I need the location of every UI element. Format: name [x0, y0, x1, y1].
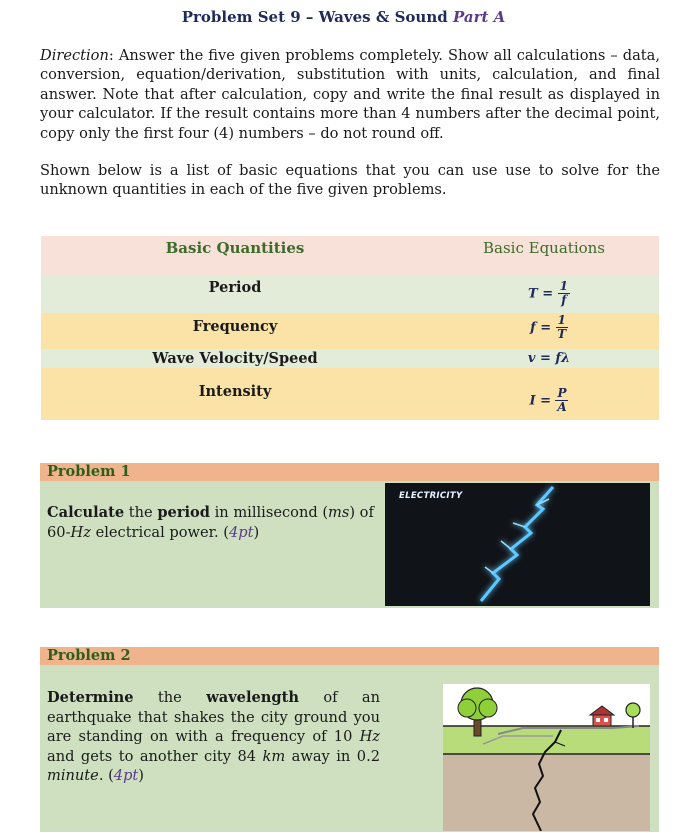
equation-frequency [429, 313, 659, 349]
title-main: Problem Set 9 – Waves & Sound [181, 8, 448, 26]
equation-period [429, 276, 659, 313]
table-row [41, 276, 659, 313]
eq-fraction [555, 387, 568, 414]
equation-wave-velocity: v = fλ [527, 351, 571, 366]
eq-denominator: A [557, 400, 567, 414]
eq-lhs: f = [530, 320, 552, 336]
eq-fraction [556, 314, 568, 341]
page-title [0, 8, 687, 26]
quantity-frequency: Frequency [192, 318, 278, 335]
eq-lhs: I = [529, 393, 551, 409]
intro-paragraph: Shown below is a list of basic equations that you can use use to solve for the unknown quantities in each of the five given problems. [40, 162, 660, 199]
problem-1 [40, 463, 659, 608]
header-quantities: Basic Quantities [165, 239, 305, 257]
title-part: Part A [452, 8, 506, 26]
direction-label: Direction [40, 47, 109, 64]
problem-1-body [40, 481, 659, 608]
quantity-period: Period [208, 279, 262, 296]
eq-numerator: 1 [557, 313, 566, 327]
lightning-icon [385, 483, 650, 606]
electricity-image [385, 483, 650, 606]
problem-1-text: Calculate the period in millisecond (ms) of 60-Hz electrical power. (4pt) [47, 504, 374, 541]
table-row [41, 313, 659, 349]
quantity-intensity: Intensity [198, 383, 272, 400]
header-equations: Basic Equations [483, 239, 605, 257]
problem-1-title: Problem 1 [40, 463, 659, 481]
eq-fraction [558, 280, 570, 307]
table-row [41, 349, 659, 368]
eq-denominator: f [561, 293, 567, 307]
earthquake-image [443, 684, 650, 831]
eq-numerator: P [557, 386, 567, 400]
problem-2-text: Determine the wavelength of an earthquake that shakes the city ground you are standing on with a frequency of 10 Hz and gets to another city 84 km away in 0.2 minute. (4pt) [47, 689, 380, 785]
eq-lhs: T = [528, 286, 554, 302]
equation-intensity [429, 368, 659, 420]
direction-text: : Answer the five given problems completely. Show all calculations – data, conversion, equation/derivation, substitution with units, calculation, and final answer. Note that after calculation, copy and write the final result as displayed in your calculator. If the result contains more than 4 numbers after the decimal point, copy only the first four (4) numbers – do not round off. [40, 47, 660, 142]
eq-denominator: T [557, 327, 567, 341]
quantity-wave-velocity: Wave Velocity/Speed [152, 350, 318, 367]
eq-numerator: 1 [559, 279, 568, 293]
equations-table [41, 236, 659, 420]
table-header-row [41, 236, 659, 276]
problem-2-body [40, 665, 659, 832]
problem-2 [40, 647, 659, 832]
table-row [41, 368, 659, 420]
problem-2-title: Problem 2 [40, 647, 659, 665]
earthquake-illustration [443, 684, 650, 831]
electricity-label: ELECTRICITY [399, 491, 463, 501]
direction-paragraph [40, 46, 660, 143]
